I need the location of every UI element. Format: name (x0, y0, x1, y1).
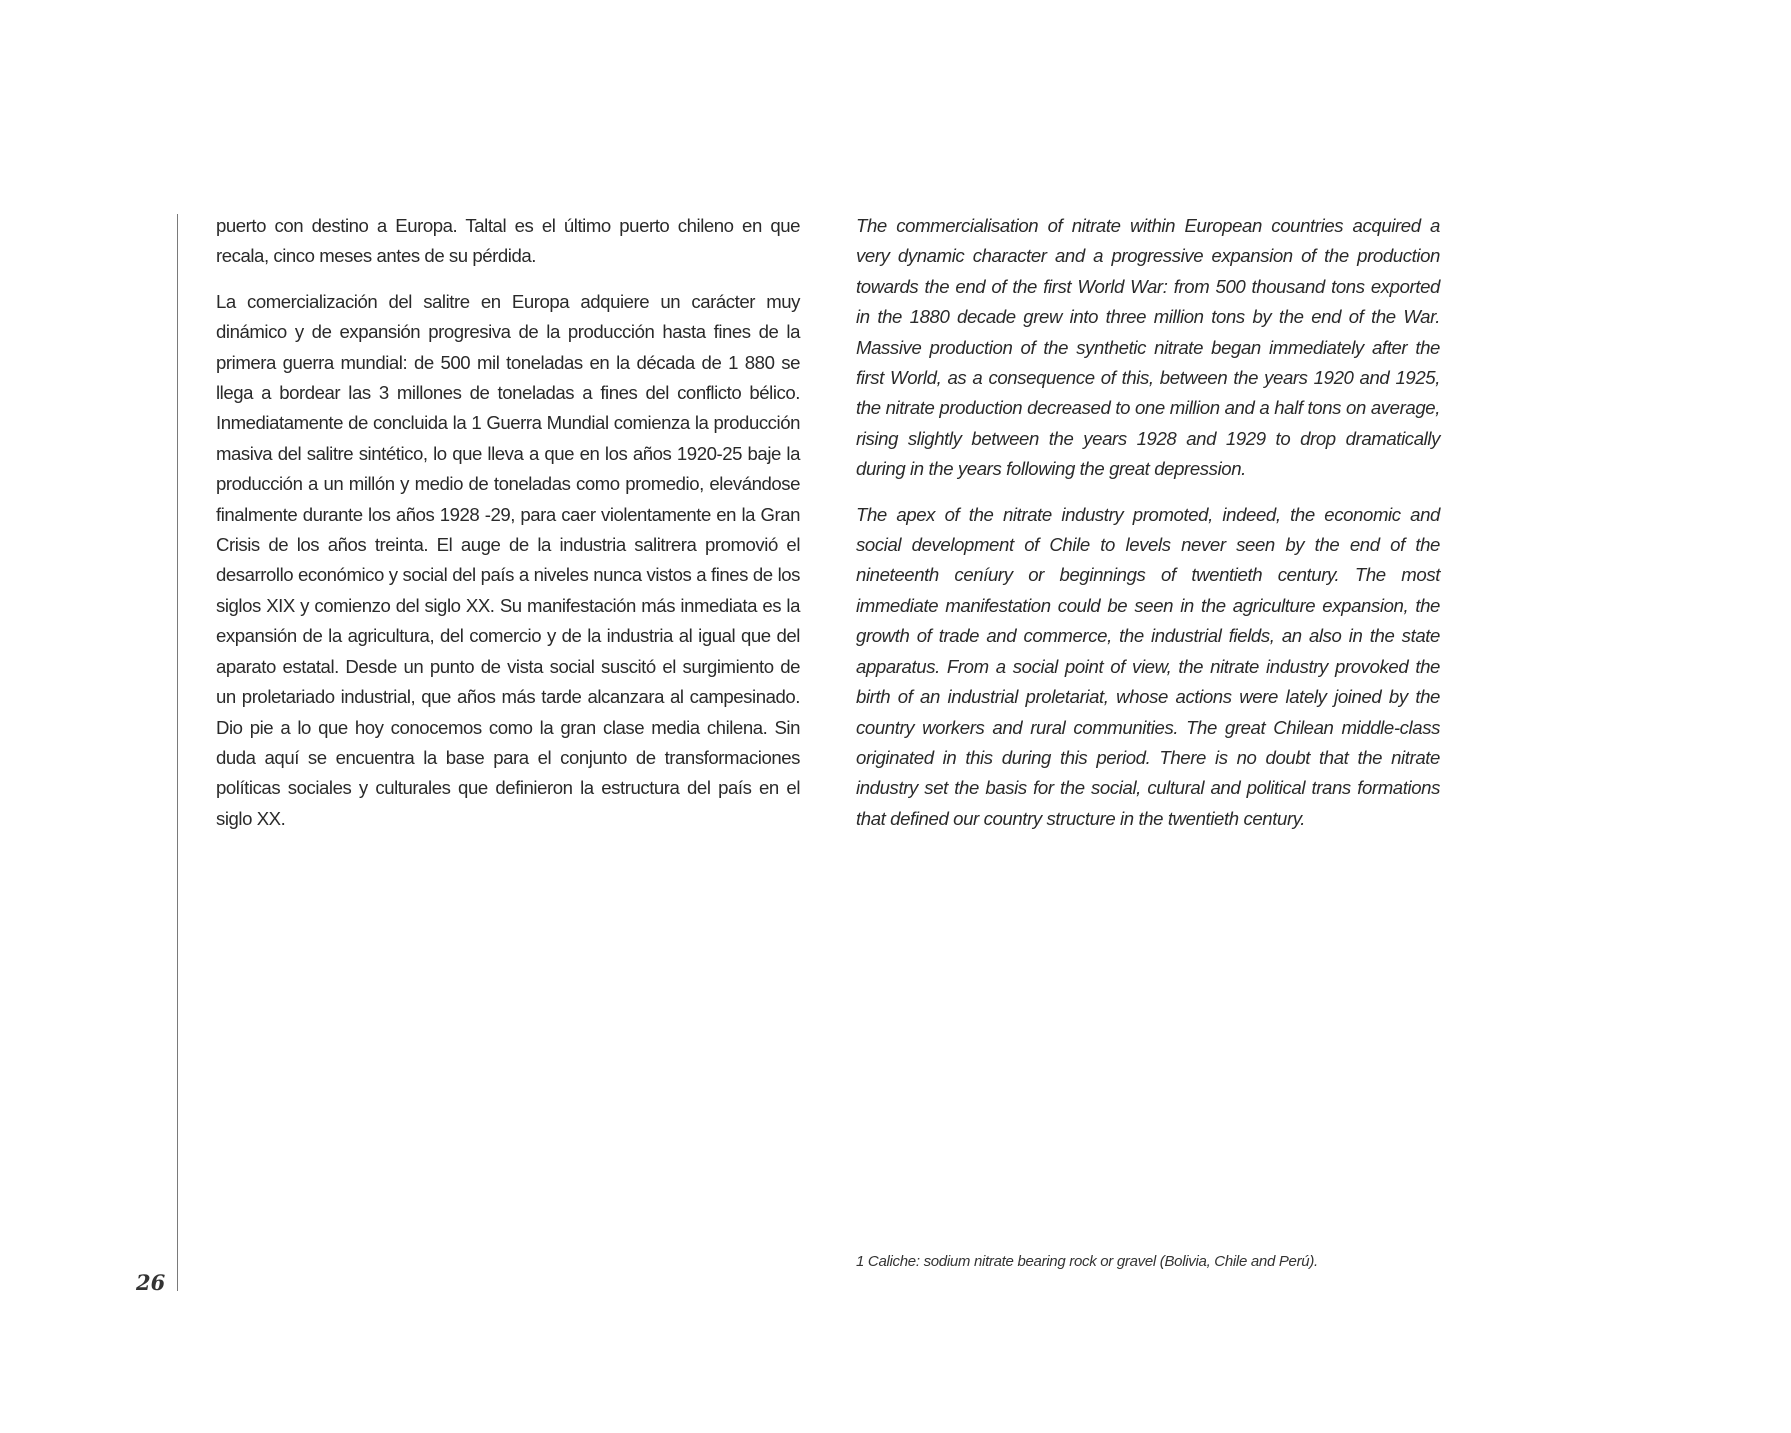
english-paragraph: The commercialisation of nitrate within European countries acquired a very dynamic character and a progressive expansion of the production towards the end of the first World War: from 500 thousand tons exported in the 1880 decade grew into three million tons by the end of the War. Massive production of the synthetic nitrate began immediately after the first World, as a consequence of this, between the years 1920 and 1925, the nitrate production decreased to one million and a half tons on average, rising slightly between the years 1928 and 1929 to drop dramatically during in the years following the great depression. (856, 215, 1440, 480)
footnote: 1 Caliche: sodium nitrate bearing rock or gravel (Bolivia, Chile and Perú). (856, 1253, 1318, 1270)
spanish-text-column (216, 211, 800, 849)
english-text-column (856, 211, 1440, 849)
spanish-paragraph: La comercialización del salitre en Europa adquiere un carácter muy dinámico y de expansión progresiva de la producción hasta fines de la primera guerra mundial: de 500 mil toneladas en la década de 1 880 se llega a bordear las 3 millones de toneladas a fines del conflicto bélico. Inmediatamente de concluida la 1 Guerra Mundial comienza la producción masiva del salitre sintético, lo que lleva a que en los años 1920-25 baje la producción a un millón y medio de toneladas como promedio, elevándose finalmente durante los años 1928 -29, para caer violentamente en la Gran Crisis de los años treinta. El auge de la industria salitrera promovió el desarrollo económico y social del país a niveles nunca vistos a fines de los siglos XIX y comienzo del siglo XX. Su manifestación más inmediata es la expansión de la agricultura, del comercio y de la industria al igual que del aparato estatal. Desde un punto de vista social suscitó el surgimiento de un proletariado industrial, que años más tarde alcanzara al campesinado. Dio pie a lo que hoy conocemos como la gran clase media chilena. Sin duda aquí se encuentra la base para el conjunto de transformaciones políticas sociales y culturales que definieron la estructura del país en el siglo XX. (216, 290, 800, 829)
margin-rule (177, 214, 178, 1291)
english-paragraph: The apex of the nitrate industry promoted, indeed, the economic and social development of Chile to levels never seen by the end of the nineteenth ceníury or beginnings of twentieth century. The most immediate manifestation could be seen in the agriculture expansion, the growth of trade and commerce, the industrial fields, an also in the state apparatus. From a social point of view, the nitrate industry provoked the birth of an industrial proletariat, whose actions were lately joined by the country workers and rural communities. The great Chilean middle-class originated in this during this period. There is no doubt that the nitrate industry set the basis for the social, cultural and political trans formations that defined our country structure in the twentieth century. (856, 503, 1440, 829)
page-number: 26 (136, 1270, 166, 1295)
spanish-paragraph: puerto con destino a Europa. Taltal es el último puerto chileno en que recala, cinco meses antes de su pérdida. (216, 215, 800, 267)
